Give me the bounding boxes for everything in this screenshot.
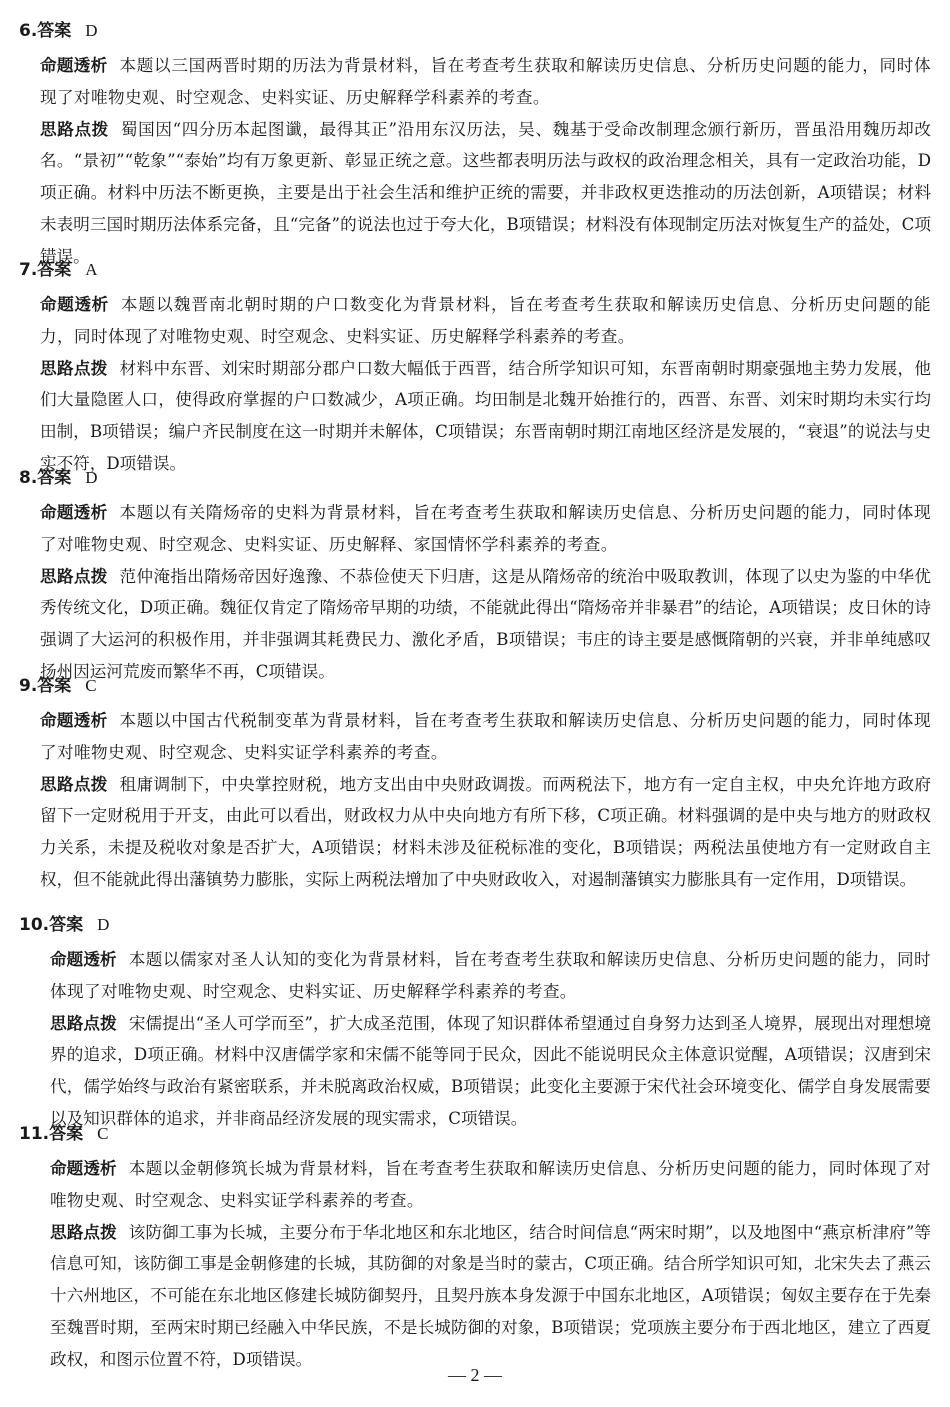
analysis-label: 命题透析 xyxy=(40,295,109,314)
question-header xyxy=(19,257,931,283)
question-number: 6. xyxy=(19,21,38,41)
hint-label: 思路点拨 xyxy=(40,566,108,586)
hint-paragraph xyxy=(50,1008,931,1135)
question-7 xyxy=(19,257,931,480)
hint-text: 该防御工事为长城，主要分布于华北地区和东北地区，结合时间信息“两宋时期”，以及地图中“燕京析津府”等信息可知，该防御工事是金朝修建的长城，其防御的对象是当时的蒙古，C项正确。结合所学知识可知，北宋失去了燕云十六州地区，不可能在东北地区修建长城防御契丹，且契丹族本身发源于中国东北地区，A项错误；匈奴主要存在于先秦至魏晋时期，至两宋时期已经融入中华民族，不是长城防御的对象，B项错误；党项族主要分布于西北地区，建立了西夏政权，和图示位置不符，D项错误。 xyxy=(50,1222,931,1369)
answer-label: 答案 xyxy=(37,21,72,41)
answer-label: 答案 xyxy=(37,260,72,280)
analysis-paragraph xyxy=(40,289,931,353)
answer-letter: D xyxy=(85,21,98,40)
hint-text: 材料中东晋、刘宋时期部分郡户口数大幅低于西晋，结合所学知识可知，东晋南朝时期豪强地主势力发展，他们大量隐匿人口，使得政府掌握的户口数减少，A项正确。均田制是北魏开始推行的，西晋、东晋、刘宋时期均未实行均田制，B项错误；编户齐民制度在这一时期并未解体，C项错误；东晋南朝时期江南地区经济是发展的，“衰退”的说法与史实不符，D项错误。 xyxy=(40,358,931,473)
question-11 xyxy=(19,1121,931,1376)
question-number: 9. xyxy=(19,676,38,696)
answer-label: 答案 xyxy=(49,915,84,935)
analysis-label: 命题透析 xyxy=(40,711,108,730)
question-6 xyxy=(19,18,931,273)
hint-label: 思路点拨 xyxy=(40,119,109,139)
analysis-text: 本题以中国古代税制变革为背景材料，旨在考查考生获取和解读历史信息、分析历史问题的能力，同时体现了对唯物史观、时空观念、史料实证学科素养的考查。 xyxy=(40,711,932,762)
hint-label: 思路点拨 xyxy=(40,774,108,794)
analysis-paragraph xyxy=(40,497,931,561)
answer-letter: C xyxy=(97,1124,109,1143)
hint-label: 思路点拨 xyxy=(40,358,108,378)
hint-label: 思路点拨 xyxy=(50,1222,117,1242)
analysis-label: 命题透析 xyxy=(40,56,108,75)
question-header xyxy=(19,465,931,491)
answer-label: 答案 xyxy=(37,468,72,488)
answer-letter: D xyxy=(85,468,98,487)
question-number: 11. xyxy=(19,1124,50,1144)
analysis-text: 本题以金朝修筑长城为背景材料，旨在考查考生获取和解读历史信息、分析历史问题的能力，同时体现了对唯物史观、时空观念、史料实证学科素养的考查。 xyxy=(50,1159,932,1210)
hint-paragraph xyxy=(40,353,931,480)
analysis-text: 本题以魏晋南北朝时期的户口数变化为背景材料，旨在考查考生获取和解读历史信息、分析历史问题的能力，同时体现了对唯物史观、时空观念、史料实证、历史解释学科素养的考查。 xyxy=(40,295,931,346)
question-10 xyxy=(19,912,931,1135)
hint-text: 蜀国因“四分历本起图谶，最得其正”沿用东汉历法，吴、魏基于受命改制理念颁行新历，晋虽沿用魏历却改名。“景初”“乾象”“泰始”均有万象更新、彰显正统之意。这些都表明历法与政权的政治理念相关，具有一定政治功能，D项正确。材料中历法不断更换，主要是出于社会生活和维护正统的需要，并非政权更迭推动的历法创新，A项错误；材料未表明三国时期历法体系完备，且“完备”的说法也过于夸大化，B项错误；材料没有体现制定历法对恢复生产的益处，C项错误。 xyxy=(40,119,932,266)
question-header xyxy=(19,18,931,44)
question-header xyxy=(19,912,931,938)
hint-paragraph xyxy=(50,1217,931,1376)
answer-letter: D xyxy=(97,915,110,934)
question-9 xyxy=(19,673,931,896)
hint-label: 思路点拨 xyxy=(50,1013,117,1033)
analysis-paragraph xyxy=(50,944,931,1008)
analysis-text: 本题以儒家对圣人认知的变化为背景材料，旨在考查考生获取和解读历史信息、分析历史问题的能力，同时体现了对唯物史观、时空观念、史料实证、历史解释学科素养的考查。 xyxy=(50,950,932,1001)
page-number: — 2 — xyxy=(448,1365,502,1385)
analysis-label: 命题透析 xyxy=(50,1159,117,1178)
hint-paragraph xyxy=(40,561,931,688)
hint-text: 租庸调制下，中央掌控财税，地方支出由中央财政调拨。而两税法下，地方有一定自主权，中央允许地方政府留下一定财税用于开支，由此可以看出，财政权力从中央向地方有所下移，C项正确。材料强调的是中央与地方的财政权力关系，未提及税收对象是否扩大，A项错误；材料未涉及征税标准的变化，B项错误；两税法虽使地方有一定财政自主权，但不能就此得出藩镇势力膨胀，实际上两税法增加了中央财政收入，对遏制藩镇实力膨胀具有一定作用，D项错误。 xyxy=(40,774,931,889)
question-number: 8. xyxy=(19,468,38,488)
analysis-paragraph xyxy=(40,50,931,114)
analysis-label: 命题透析 xyxy=(40,503,108,522)
analysis-label: 命题透析 xyxy=(50,950,117,969)
analysis-text: 本题以三国两晋时期的历法为背景材料，旨在考查考生获取和解读历史信息、分析历史问题的能力，同时体现了对唯物史观、时空观念、史料实证、历史解释学科素养的考查。 xyxy=(40,56,932,107)
hint-paragraph xyxy=(40,769,931,896)
answer-label: 答案 xyxy=(37,676,72,696)
question-header xyxy=(19,1121,931,1147)
hint-text: 宋儒提出“圣人可学而至”，扩大成圣范围，体现了知识群体希望通过自身努力达到圣人境界，展现出对理想境界的追求，D项正确。材料中汉唐儒学家和宋儒不能等同于民众，因此不能说明民众主体意识觉醒，A项错误；汉唐到宋代，儒学始终与政治有紧密联系，并未脱离政治权威，B项错误；此变化主要源于宋代社会环境变化、儒学自身发展需要以及知识群体的追求，并非商品经济发展的现实需求，C项错误。 xyxy=(50,1013,932,1128)
answer-letter: A xyxy=(85,260,98,279)
analysis-paragraph xyxy=(50,1153,931,1217)
question-header xyxy=(19,673,931,699)
question-number: 10. xyxy=(19,915,50,935)
question-number: 7. xyxy=(19,260,38,280)
hint-text: 范仲淹指出隋炀帝因好逸豫、不恭俭使天下归唐，这是从隋炀帝的统治中吸取教训，体现了以史为鉴的中华优秀传统文化，D项正确。魏征仅肯定了隋炀帝早期的功绩，不能就此得出“隋炀帝并非暴君”的结论，A项错误；皮日休的诗强调了大运河的积极作用，并非强调其耗费民力、激化矛盾，B项错误；韦庄的诗主要是感慨隋朝的兴衰，并非单纯感叹扬州因运河荒废而繁华不再，C项错误。 xyxy=(40,566,931,681)
question-8 xyxy=(19,465,931,688)
answer-letter: C xyxy=(85,676,97,695)
analysis-paragraph xyxy=(40,705,931,769)
hint-paragraph xyxy=(40,114,931,273)
answer-label: 答案 xyxy=(49,1124,84,1144)
analysis-text: 本题以有关隋炀帝的史料为背景材料，旨在考查考生获取和解读历史信息、分析历史问题的能力，同时体现了对唯物史观、时空观念、史料实证、历史解释、家国情怀学科素养的考查。 xyxy=(40,503,932,554)
